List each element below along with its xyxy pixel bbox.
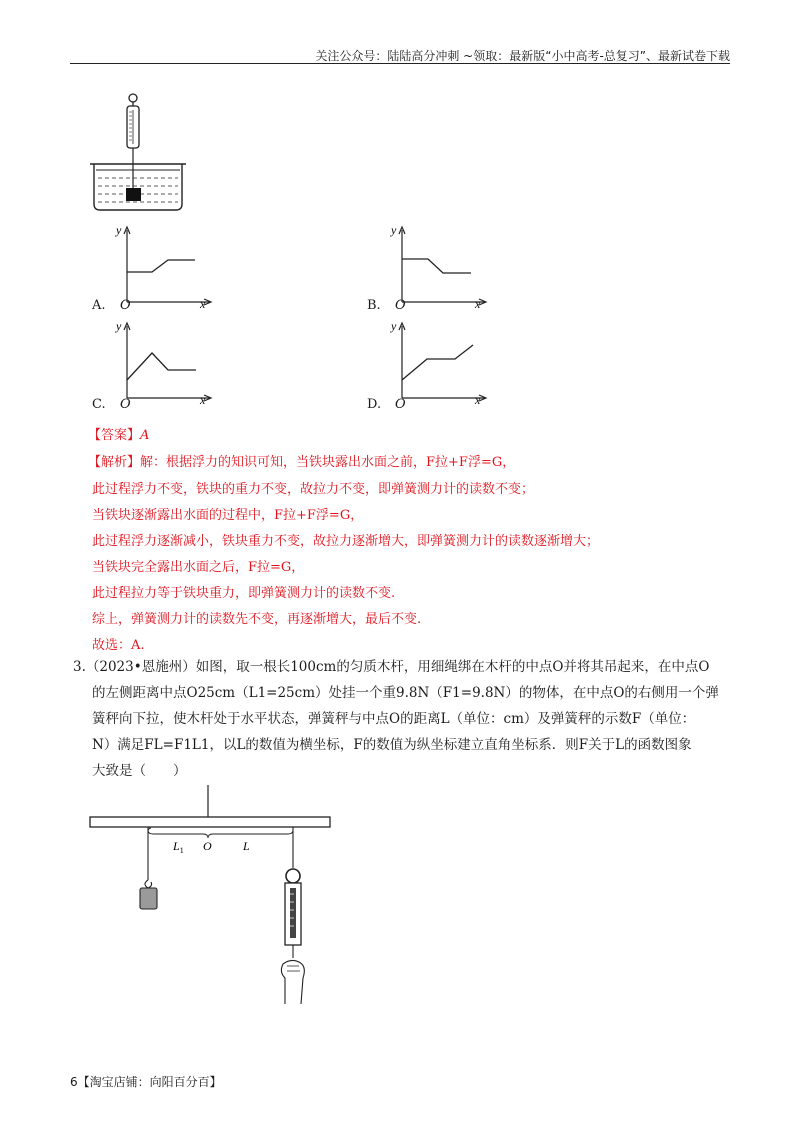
option-a-x-label: x: [200, 297, 206, 311]
option-d-y-label: y: [391, 319, 397, 333]
answer-value: A: [140, 428, 150, 443]
option-c-y-label: y: [116, 319, 122, 333]
option-b-origin: O: [395, 298, 406, 313]
analysis-line-3: 当铁块逐渐露出水面的过程中，F拉+F浮=G，: [92, 508, 364, 523]
option-d-origin: O: [395, 397, 406, 412]
option-a-y-label: y: [116, 223, 122, 237]
option-a-letter: A.: [92, 298, 106, 313]
option-d-x-label: x: [475, 393, 481, 407]
option-b-letter: B.: [367, 298, 381, 313]
header-rule: [70, 63, 730, 64]
analysis-line-6: 此过程拉力等于铁块重力，即弹簧测力计的读数不变.: [92, 586, 396, 601]
answer-line: [88, 424, 149, 443]
page-header: 关注公众号：陆陆高分冲刺 ~领取：最新版“小中高考-总复习”、最新试卷下载: [315, 49, 730, 63]
option-b-x-label: x: [475, 297, 481, 311]
question-3-line-4: N）满足FL=F1L1，以L的数值为横坐标，F的数值为纵坐标建立直角坐标系．则F关于L的函数图象: [92, 737, 692, 753]
analysis-text-1: 解：根据浮力的知识可知，当铁块露出水面之前，F拉+F浮=G，: [140, 455, 516, 470]
lever-figure: [85, 780, 345, 1010]
question-3-line-5: 大致是（ ）: [92, 763, 187, 779]
analysis-label: 【解析】: [88, 455, 141, 470]
option-a-origin: O: [120, 298, 131, 313]
option-d-letter: D.: [367, 397, 382, 412]
analysis-line-2: 此过程浮力不变，铁块的重力不变，故拉力不变，即弹簧测力计的读数不变；: [92, 482, 535, 497]
spring-scale-basin-figure: [88, 90, 198, 215]
analysis-line-8: 故选：A.: [92, 638, 145, 653]
question-3-line-2: 的左侧距离中点O25cm（L1=25cm）处挂一个重9.8N（F1=9.8N）的物体，在中点O的右侧用一个弹: [92, 685, 719, 701]
answer-label: 【答案】: [88, 428, 141, 443]
question-3-line-1: 3.（2023•恩施州）如图，取一根长100cm的匀质木杆，用细绳绑在木杆的中点O并将其吊起来，在中点O: [73, 659, 710, 675]
analysis-line-1: [88, 451, 515, 470]
option-c-origin: O: [120, 397, 131, 412]
label-o: O: [203, 839, 212, 853]
label-l: L: [243, 839, 250, 853]
page-footer: 6【淘宝店铺：向阳百分百】: [70, 1075, 222, 1089]
option-c-letter: C.: [92, 397, 106, 412]
option-c-x-label: x: [200, 393, 206, 407]
analysis-line-5: 当铁块完全露出水面之后，F拉=G，: [92, 560, 305, 575]
analysis-line-7: 综上，弹簧测力计的读数先不变，再逐渐增大，最后不变.: [92, 612, 422, 627]
question-3-line-3: 簧秤向下拉，使木杆处于水平状态，弹簧秤与中点O的距离L（单位：cm）及弹簧秤的示数F（单位：: [92, 711, 696, 727]
option-d-graph: [385, 318, 495, 408]
label-l1: $L_1$: [173, 839, 184, 855]
option-c-graph: [110, 318, 220, 408]
option-b-y-label: y: [391, 223, 397, 237]
analysis-line-4: 此过程浮力逐渐减小，铁块重力不变，故拉力逐渐增大，即弹簧测力计的读数逐渐增大；: [92, 534, 600, 549]
